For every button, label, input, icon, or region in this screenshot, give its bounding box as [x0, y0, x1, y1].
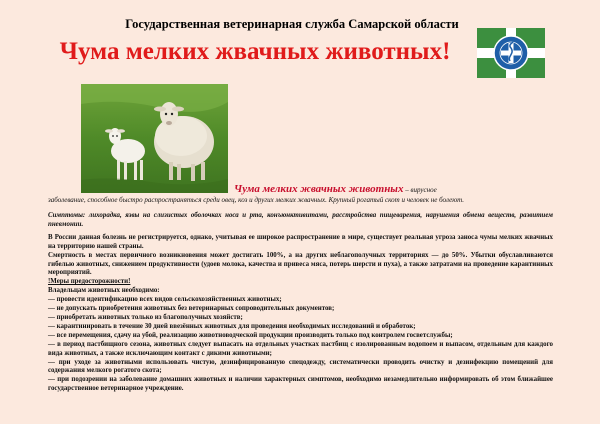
disease-tail: – вирусное: [403, 186, 437, 194]
emblem-icon: [477, 28, 545, 78]
list-item: — не допускать приобретения животных без ветеринарных сопроводительных документов;: [48, 305, 335, 313]
list-item: — при уходе за животными использовать чистую, дезинфицированную спецодежду, систематически проводить очистку и дезинфекцию помещений для содержания мелкого рогатого скота;: [48, 358, 553, 375]
agency-title: Государственная ветеринарная служба Самарской области: [125, 17, 459, 31]
list-item: — приобретать животных только из благополучных хозяйств;: [48, 313, 243, 321]
intro-text: [48, 185, 553, 205]
owners-intro: Владельцам животных необходимо:: [48, 287, 160, 295]
list-item: — карантинировать в течение 30 дней ввезённых животных для проведения необходимых исследований и обработок;: [48, 322, 416, 330]
veterinary-emblem: [477, 28, 545, 78]
measures-list: [48, 296, 553, 394]
list-item: — в период пастбищного сезона, животных следует выпасать на отдельных участках пастбищ с изолированным водопоем и выпасом, отдельным для каждого вида животных, а также исключающим контакт с дикими животными;: [48, 340, 553, 357]
intro-description: заболевание, способное быстро распространяться среди овец, коз и других мелких жвачных. Крупный рогатый скот и человек не болеют.: [48, 195, 465, 204]
russia-paragraph: В России данная болезнь не регистрируется, однако, учитывая ее широкое распространение в мире, существует реальная угроза заноса чумы мелких жвачных на территорию нашей страны.: [48, 233, 553, 250]
list-item: — при подозрении на заболевание домашних животных и наличии характерных симптомов, необходимо незамедлительно информировать об этом ближайшее государственное ветеринарное учреждение.: [48, 376, 553, 393]
mortality-paragraph: Смертность в местах первичного возникновения может достигать 100%, а на других неблагополучных территориях — до 50%. Убытки обуславливаются гибелью животных, снижением продуктивности (удоев молока, качества и привеса мяса, потерь шерсти и пуха), а также затратами на проведение карантинных мероприятий.: [48, 251, 553, 277]
list-item: — провести идентификацию всех видов сельскохозяйственных животных;: [48, 296, 282, 304]
sheep-photo: [81, 84, 228, 193]
symptoms-paragraph: Симптомы: лихорадка, язвы на слизистых оболочках носа и рта, конъюнктивитами, расстройства пищеварения, нарушения обмена веществ, развитием пневмонии.: [48, 212, 553, 228]
disease-name: Чума мелких жвачных животных: [234, 183, 404, 195]
list-item: — все перемещения, сдачу на убой, реализацию животноводческой продукции производить только под контролем госветслужбы;: [48, 331, 453, 339]
article-body: [48, 212, 553, 394]
page-title: Чума мелких жвачных животных!: [59, 38, 451, 65]
measures-title: !Меры предосторожности!: [48, 278, 131, 286]
